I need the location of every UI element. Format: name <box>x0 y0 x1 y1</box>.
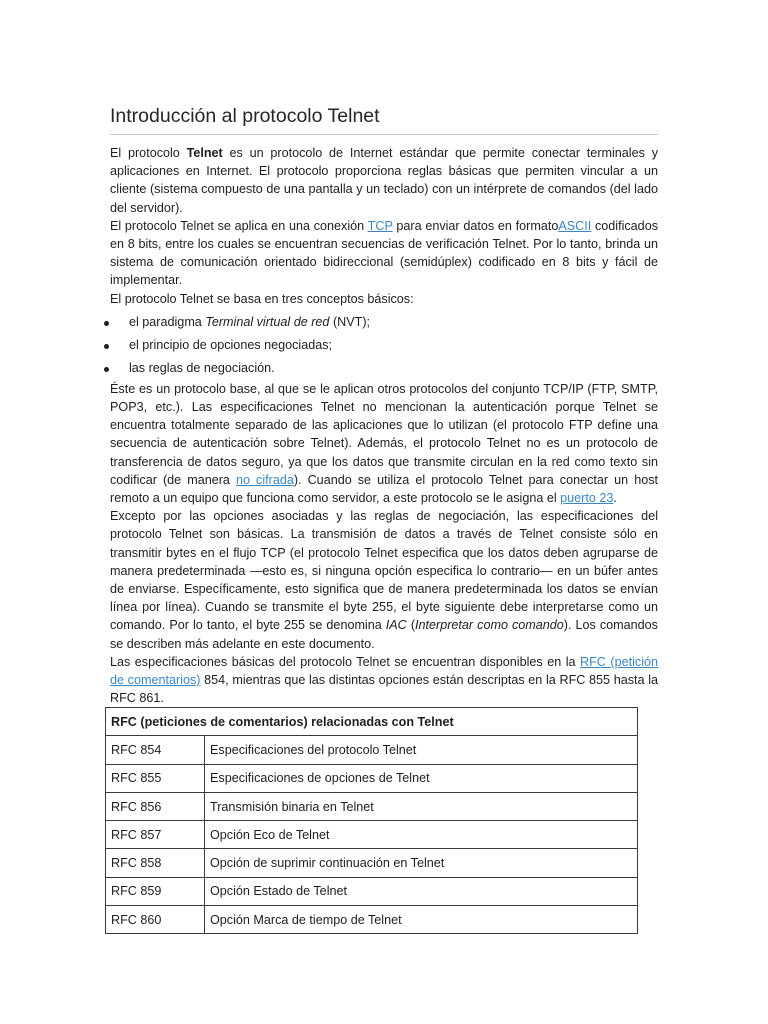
list-item: las reglas de negociación. <box>110 357 658 380</box>
link-ascii[interactable]: ASCII <box>558 218 592 233</box>
rfc-description: Opción Estado de Telnet <box>205 877 638 905</box>
rfc-description: Opción Marca de tiempo de Telnet <box>205 906 638 934</box>
bullet-icon <box>104 321 109 326</box>
document-body <box>110 144 658 707</box>
link-tcp[interactable]: TCP <box>367 218 393 233</box>
paragraph-tcp: El protocolo Telnet se aplica en una conexión TCP para enviar datos en formatoASCII codificados en 8 bits, entre los cuales se encuentran secuencias de verificación Telnet. Por lo tanto, brinda un sistema de comunicación orientado bidireccional (semidúplex) codificado en 8 bits y fácil de implementar. <box>110 218 658 288</box>
bullet-icon <box>104 344 109 349</box>
link-rfc[interactable]: RFC (petición de comentarios) <box>110 654 658 688</box>
rfc-number: RFC 854 <box>106 736 205 764</box>
paragraph-specs: Las especificaciones básicas del protocolo Telnet se encuentran disponibles en la RFC (petición de comentarios) 854, mientras que las distintas opciones están descriptas en la RFC 855 hasta la RFC 861. <box>110 654 659 706</box>
rfc-description: Opción Eco de Telnet <box>205 821 638 849</box>
table-header: RFC (peticiones de comentarios) relacionadas con Telnet <box>106 708 638 736</box>
bullet-icon <box>104 367 109 372</box>
rfc-number: RFC 856 <box>106 792 205 820</box>
rfc-description: Transmisión binaria en Telnet <box>205 792 638 820</box>
table-header-row <box>106 708 638 736</box>
rfc-number: RFC 857 <box>106 821 205 849</box>
paragraph-transmission: Excepto por las opciones asociadas y las reglas de negociación, las especificaciones del protocolo Telnet son básicas. La transmisión de datos a través de Telnet consiste sólo en transmitir bytes en el flujo TCP (el protocolo Telnet especifica que los datos deben agruparse de manera predeterminada —esto es, si ninguna opción especifica lo contrario— en un búfer antes de enviarse. Específicamente, esto significa que de manera predeterminada los datos se envían línea por línea). Cuando se transmite el byte 255, el byte siguiente debe interpretarse como un comando. Por lo tanto, el byte 255 se denomina IAC (Interpretar como comando). Los comandos se describen más adelante en este documento. <box>110 509 658 651</box>
rfc-description: Especificaciones del protocolo Telnet <box>205 736 638 764</box>
rfc-number: RFC 860 <box>106 906 205 934</box>
paragraph-concepts: El protocolo Telnet se basa en tres conceptos básicos: <box>110 291 414 306</box>
link-no-cifrada[interactable]: no cifrada <box>235 472 294 487</box>
list-item: el paradigma Terminal virtual de red (NVT); <box>110 311 658 334</box>
table-row <box>106 736 638 764</box>
paragraph-intro: El protocolo Telnet es un protocolo de Internet estándar que permite conectar terminales y aplicaciones en Internet. El protocolo proporciona reglas básicas que permiten vincular a un cliente (sistema compuesto de una pantalla y un teclado) con un intérprete de comandos (del lado del servidor). <box>110 146 658 215</box>
table-row <box>106 849 638 877</box>
telnet-term: Telnet <box>186 146 223 160</box>
page-title: Introducción al protocolo Telnet <box>110 104 658 135</box>
rfc-description: Opción de suprimir continuación en Telnet <box>205 849 638 877</box>
rfc-number: RFC 855 <box>106 764 205 792</box>
rfc-number: RFC 858 <box>106 849 205 877</box>
table-row <box>106 906 638 934</box>
table-row <box>106 821 638 849</box>
paragraph-base-protocol: Éste es un protocolo base, al que se le aplican otros protocolos del conjunto TCP/IP (FTP, SMTP, POP3, etc.). Las especificaciones Telnet no mencionan la autenticación porque Telnet se encuentra totalmente separado de las aplicaciones que lo utilizan (el protocolo FTP define una secuencia de autenticación sobre Telnet). Además, el protocolo Telnet no es un protocolo de transferencia de datos seguro, ya que los datos que transmite circulan en la red como texto sin codificar (de manera no cifrada). Cuando se utiliza el protocolo Telnet para conectar un host remoto a un equipo que funciona como servidor, a este protocolo se le asigna el puerto 23. <box>110 381 659 506</box>
concepts-list <box>110 311 658 380</box>
table-row <box>106 792 638 820</box>
table-row <box>106 877 638 905</box>
table-row <box>106 764 638 792</box>
rfc-description: Especificaciones de opciones de Telnet <box>205 764 638 792</box>
document <box>110 104 658 707</box>
link-puerto-23[interactable]: puerto 23 <box>560 491 614 506</box>
rfc-number: RFC 859 <box>106 877 205 905</box>
rfc-table <box>105 707 638 934</box>
list-item: el principio de opciones negociadas; <box>110 334 658 357</box>
